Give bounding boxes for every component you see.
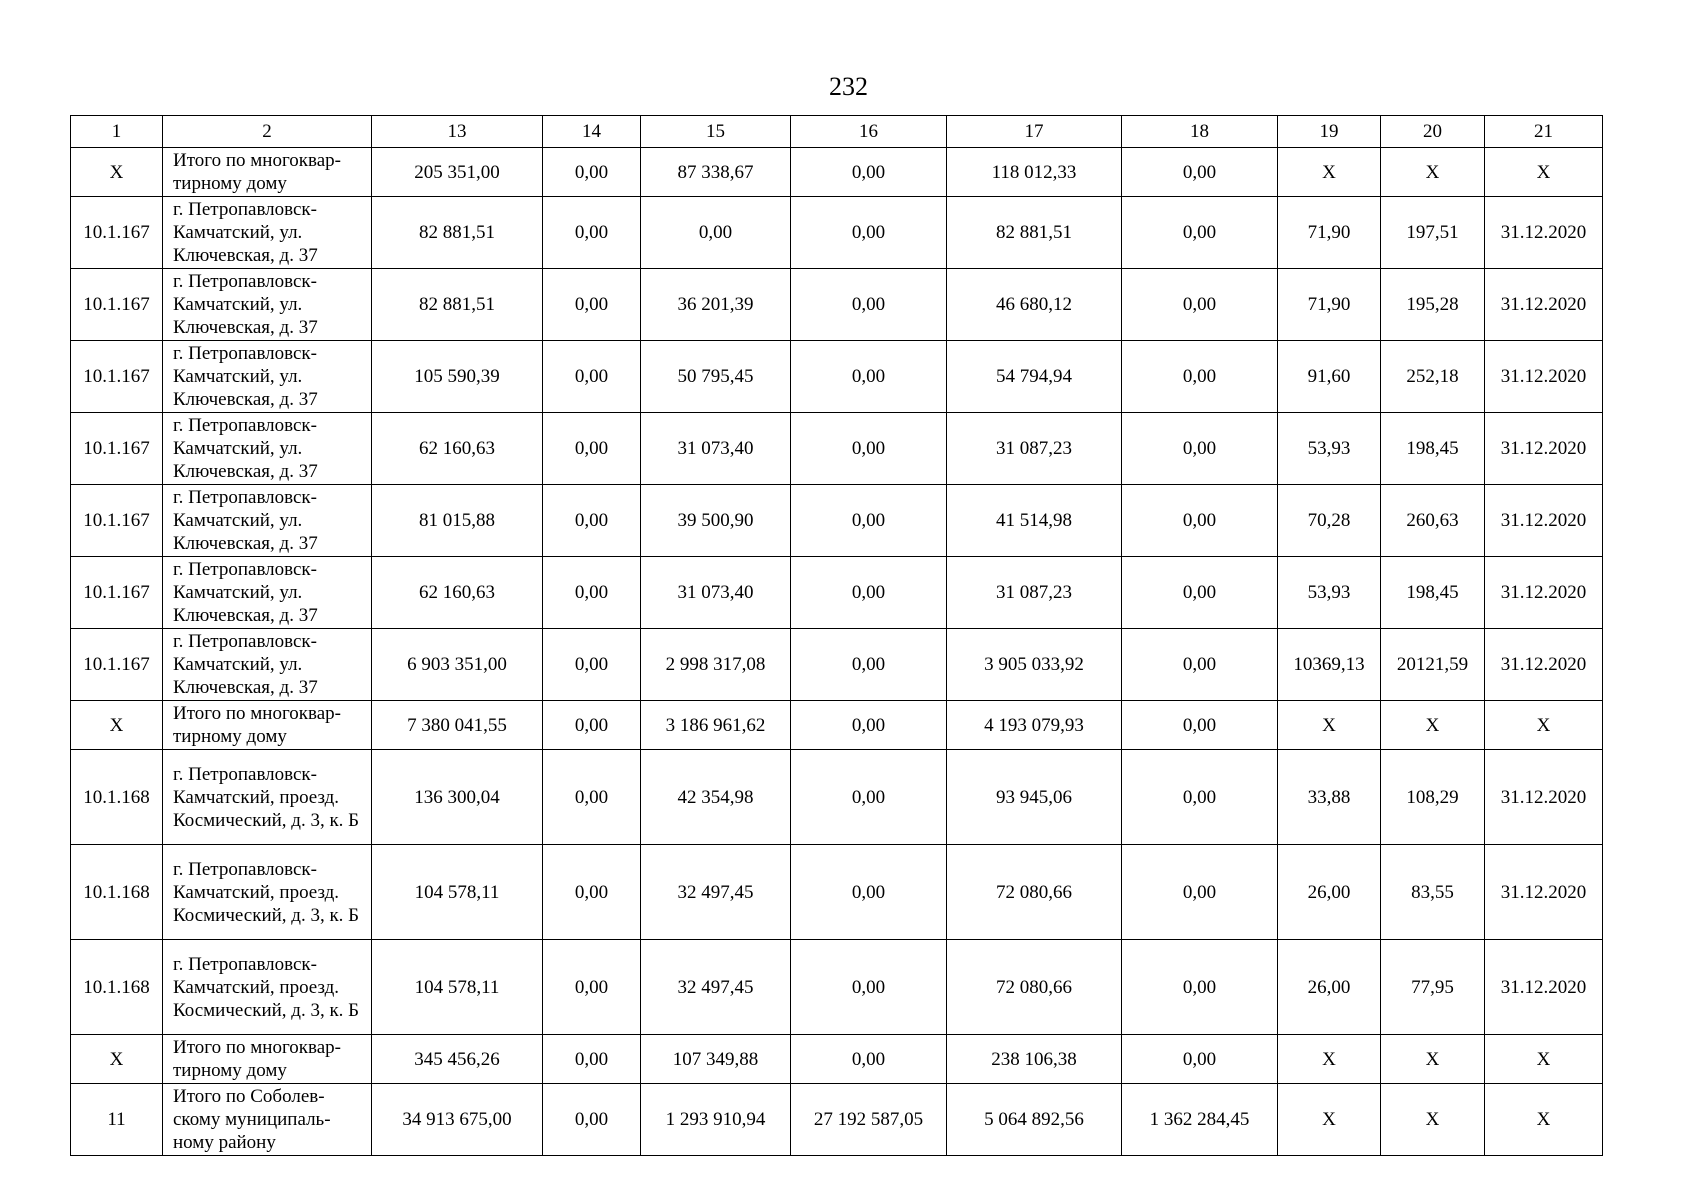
row-id-cell: 10.1.168 (71, 940, 163, 1035)
value-cell: 0,00 (791, 269, 947, 341)
value-cell: 1 293 910,94 (641, 1084, 791, 1156)
value-cell: 0,00 (1122, 413, 1278, 485)
value-cell: 1 362 284,45 (1122, 1084, 1278, 1156)
column-number-cell: 14 (543, 116, 641, 148)
row-id-cell: 10.1.168 (71, 750, 163, 845)
value-cell: 31.12.2020 (1485, 269, 1603, 341)
value-cell: 0,00 (791, 557, 947, 629)
row-id-cell: X (71, 1035, 163, 1084)
value-cell: 31.12.2020 (1485, 413, 1603, 485)
header-row (71, 116, 1603, 148)
value-cell: 0,00 (1122, 485, 1278, 557)
value-cell: X (1485, 701, 1603, 750)
value-cell: 105 590,39 (372, 341, 543, 413)
value-cell: 82 881,51 (372, 197, 543, 269)
address-cell: г. Петропавловск-Камчатский, ул. Ключевская, д. 37 (163, 485, 372, 557)
value-cell: 104 578,11 (372, 845, 543, 940)
value-cell: X (1381, 148, 1485, 197)
value-cell: 0,00 (543, 701, 641, 750)
value-cell: 0,00 (1122, 1035, 1278, 1084)
value-cell: 93 945,06 (947, 750, 1122, 845)
value-cell: 77,95 (1381, 940, 1485, 1035)
value-cell: 0,00 (543, 197, 641, 269)
value-cell: 198,45 (1381, 413, 1485, 485)
page-number: 232 (829, 72, 868, 101)
value-cell: 0,00 (791, 485, 947, 557)
row-id-cell: 10.1.167 (71, 341, 163, 413)
value-cell: 50 795,45 (641, 341, 791, 413)
row-id-cell: X (71, 148, 163, 197)
value-cell: 0,00 (543, 485, 641, 557)
value-cell: 0,00 (543, 940, 641, 1035)
value-cell: 70,28 (1278, 485, 1381, 557)
value-cell: 10369,13 (1278, 629, 1381, 701)
row-id-cell: 10.1.168 (71, 845, 163, 940)
value-cell: 42 354,98 (641, 750, 791, 845)
value-cell: 0,00 (791, 629, 947, 701)
column-number-cell: 19 (1278, 116, 1381, 148)
value-cell: 62 160,63 (372, 557, 543, 629)
value-cell: 0,00 (543, 148, 641, 197)
value-cell: 32 497,45 (641, 940, 791, 1035)
value-cell: 4 193 079,93 (947, 701, 1122, 750)
value-cell: 87 338,67 (641, 148, 791, 197)
value-cell: 0,00 (791, 148, 947, 197)
value-cell: 81 015,88 (372, 485, 543, 557)
value-cell: 197,51 (1381, 197, 1485, 269)
row-id-cell: 10.1.167 (71, 413, 163, 485)
column-number-cell: 17 (947, 116, 1122, 148)
value-cell: X (1485, 1035, 1603, 1084)
data-table (70, 115, 1603, 1156)
value-cell: 39 500,90 (641, 485, 791, 557)
value-cell: 0,00 (1122, 148, 1278, 197)
value-cell: 91,60 (1278, 341, 1381, 413)
address-cell: Итого по Соболев-скому муниципаль-ному району (163, 1084, 372, 1156)
table-row (71, 269, 1603, 341)
value-cell: 82 881,51 (947, 197, 1122, 269)
value-cell: 7 380 041,55 (372, 701, 543, 750)
row-id-cell: 10.1.167 (71, 485, 163, 557)
value-cell: 83,55 (1381, 845, 1485, 940)
value-cell: 5 064 892,56 (947, 1084, 1122, 1156)
value-cell: 26,00 (1278, 940, 1381, 1035)
value-cell: X (1381, 701, 1485, 750)
value-cell: X (1381, 1035, 1485, 1084)
value-cell: 198,45 (1381, 557, 1485, 629)
value-cell: 32 497,45 (641, 845, 791, 940)
value-cell: 0,00 (543, 557, 641, 629)
value-cell: 205 351,00 (372, 148, 543, 197)
value-cell: 6 903 351,00 (372, 629, 543, 701)
value-cell: X (1278, 1084, 1381, 1156)
value-cell: 0,00 (1122, 629, 1278, 701)
value-cell: 0,00 (1122, 341, 1278, 413)
column-number-cell: 2 (163, 116, 372, 148)
table-row (71, 485, 1603, 557)
value-cell: 26,00 (1278, 845, 1381, 940)
value-cell: 0,00 (543, 341, 641, 413)
row-id-cell: 10.1.167 (71, 197, 163, 269)
value-cell: 31.12.2020 (1485, 485, 1603, 557)
value-cell: 238 106,38 (947, 1035, 1122, 1084)
value-cell: 0,00 (1122, 750, 1278, 845)
table-row (71, 940, 1603, 1035)
table-row (71, 1084, 1603, 1156)
row-id-cell: 10.1.167 (71, 269, 163, 341)
address-cell: г. Петропавловск-Камчатский, проезд. Космический, д. 3, к. Б (163, 750, 372, 845)
value-cell: 0,00 (1122, 269, 1278, 341)
value-cell: 31.12.2020 (1485, 750, 1603, 845)
value-cell: 0,00 (543, 1084, 641, 1156)
table-row (71, 701, 1603, 750)
value-cell: 31.12.2020 (1485, 341, 1603, 413)
value-cell: 0,00 (543, 269, 641, 341)
table-row (71, 750, 1603, 845)
value-cell: 31.12.2020 (1485, 845, 1603, 940)
value-cell: 71,90 (1278, 269, 1381, 341)
column-number-cell: 18 (1122, 116, 1278, 148)
value-cell: 0,00 (641, 197, 791, 269)
value-cell: 0,00 (1122, 557, 1278, 629)
value-cell: 0,00 (791, 940, 947, 1035)
value-cell: 31 073,40 (641, 413, 791, 485)
value-cell: 31 087,23 (947, 413, 1122, 485)
value-cell: 27 192 587,05 (791, 1084, 947, 1156)
address-cell: г. Петропавловск-Камчатский, проезд. Космический, д. 3, к. Б (163, 845, 372, 940)
value-cell: 0,00 (791, 197, 947, 269)
value-cell: X (1381, 1084, 1485, 1156)
value-cell: 20121,59 (1381, 629, 1485, 701)
value-cell: 54 794,94 (947, 341, 1122, 413)
row-id-cell: 11 (71, 1084, 163, 1156)
value-cell: 0,00 (543, 845, 641, 940)
column-number-cell: 21 (1485, 116, 1603, 148)
value-cell: 31 073,40 (641, 557, 791, 629)
value-cell: 0,00 (791, 1035, 947, 1084)
table-row (71, 148, 1603, 197)
value-cell: 136 300,04 (372, 750, 543, 845)
value-cell: 0,00 (1122, 845, 1278, 940)
table-row (71, 413, 1603, 485)
address-cell: г. Петропавловск-Камчатский, ул. Ключевская, д. 37 (163, 413, 372, 485)
value-cell: X (1278, 1035, 1381, 1084)
value-cell: 104 578,11 (372, 940, 543, 1035)
value-cell: 118 012,33 (947, 148, 1122, 197)
value-cell: 252,18 (1381, 341, 1485, 413)
value-cell: 3 905 033,92 (947, 629, 1122, 701)
value-cell: 260,63 (1381, 485, 1485, 557)
value-cell: 108,29 (1381, 750, 1485, 845)
value-cell: 36 201,39 (641, 269, 791, 341)
value-cell: 107 349,88 (641, 1035, 791, 1084)
value-cell: 31.12.2020 (1485, 629, 1603, 701)
column-number-cell: 15 (641, 116, 791, 148)
address-cell: г. Петропавловск-Камчатский, ул. Ключевская, д. 37 (163, 269, 372, 341)
address-cell: Итого по многоквар-тирному дому (163, 148, 372, 197)
table-row (71, 557, 1603, 629)
value-cell: 72 080,66 (947, 940, 1122, 1035)
value-cell: 0,00 (791, 701, 947, 750)
address-cell: г. Петропавловск-Камчатский, ул. Ключевская, д. 37 (163, 557, 372, 629)
value-cell: 31.12.2020 (1485, 940, 1603, 1035)
value-cell: 33,88 (1278, 750, 1381, 845)
row-id-cell: 10.1.167 (71, 629, 163, 701)
address-cell: Итого по многоквар-тирному дому (163, 701, 372, 750)
value-cell: 41 514,98 (947, 485, 1122, 557)
value-cell: 0,00 (791, 750, 947, 845)
value-cell: 0,00 (1122, 197, 1278, 269)
table-row (71, 629, 1603, 701)
value-cell: X (1485, 1084, 1603, 1156)
value-cell: 34 913 675,00 (372, 1084, 543, 1156)
address-cell: г. Петропавловск-Камчатский, ул. Ключевская, д. 37 (163, 197, 372, 269)
value-cell: 46 680,12 (947, 269, 1122, 341)
value-cell: 82 881,51 (372, 269, 543, 341)
value-cell: X (1485, 148, 1603, 197)
value-cell: 195,28 (1381, 269, 1485, 341)
value-cell: 72 080,66 (947, 845, 1122, 940)
value-cell: X (1278, 148, 1381, 197)
address-cell: Итого по многоквар-тирному дому (163, 1035, 372, 1084)
address-cell: г. Петропавловск-Камчатский, ул. Ключевская, д. 37 (163, 629, 372, 701)
value-cell: 3 186 961,62 (641, 701, 791, 750)
value-cell: 0,00 (543, 413, 641, 485)
value-cell: 71,90 (1278, 197, 1381, 269)
value-cell: 0,00 (1122, 940, 1278, 1035)
address-cell: г. Петропавловск-Камчатский, проезд. Космический, д. 3, к. Б (163, 940, 372, 1035)
column-number-cell: 13 (372, 116, 543, 148)
value-cell: 0,00 (543, 750, 641, 845)
column-number-cell: 20 (1381, 116, 1485, 148)
value-cell: 0,00 (543, 1035, 641, 1084)
value-cell: 0,00 (791, 845, 947, 940)
table-row (71, 197, 1603, 269)
row-id-cell: 10.1.167 (71, 557, 163, 629)
value-cell: 31.12.2020 (1485, 197, 1603, 269)
value-cell: 345 456,26 (372, 1035, 543, 1084)
value-cell: X (1278, 701, 1381, 750)
address-cell: г. Петропавловск-Камчатский, ул. Ключевская, д. 37 (163, 341, 372, 413)
table-row (71, 845, 1603, 940)
table-row (71, 1035, 1603, 1084)
value-cell: 31.12.2020 (1485, 557, 1603, 629)
value-cell: 0,00 (791, 341, 947, 413)
column-number-cell: 16 (791, 116, 947, 148)
value-cell: 53,93 (1278, 413, 1381, 485)
column-number-cell: 1 (71, 116, 163, 148)
value-cell: 0,00 (1122, 701, 1278, 750)
value-cell: 62 160,63 (372, 413, 543, 485)
value-cell: 2 998 317,08 (641, 629, 791, 701)
value-cell: 53,93 (1278, 557, 1381, 629)
table-row (71, 341, 1603, 413)
value-cell: 31 087,23 (947, 557, 1122, 629)
row-id-cell: X (71, 701, 163, 750)
value-cell: 0,00 (791, 413, 947, 485)
value-cell: 0,00 (543, 629, 641, 701)
